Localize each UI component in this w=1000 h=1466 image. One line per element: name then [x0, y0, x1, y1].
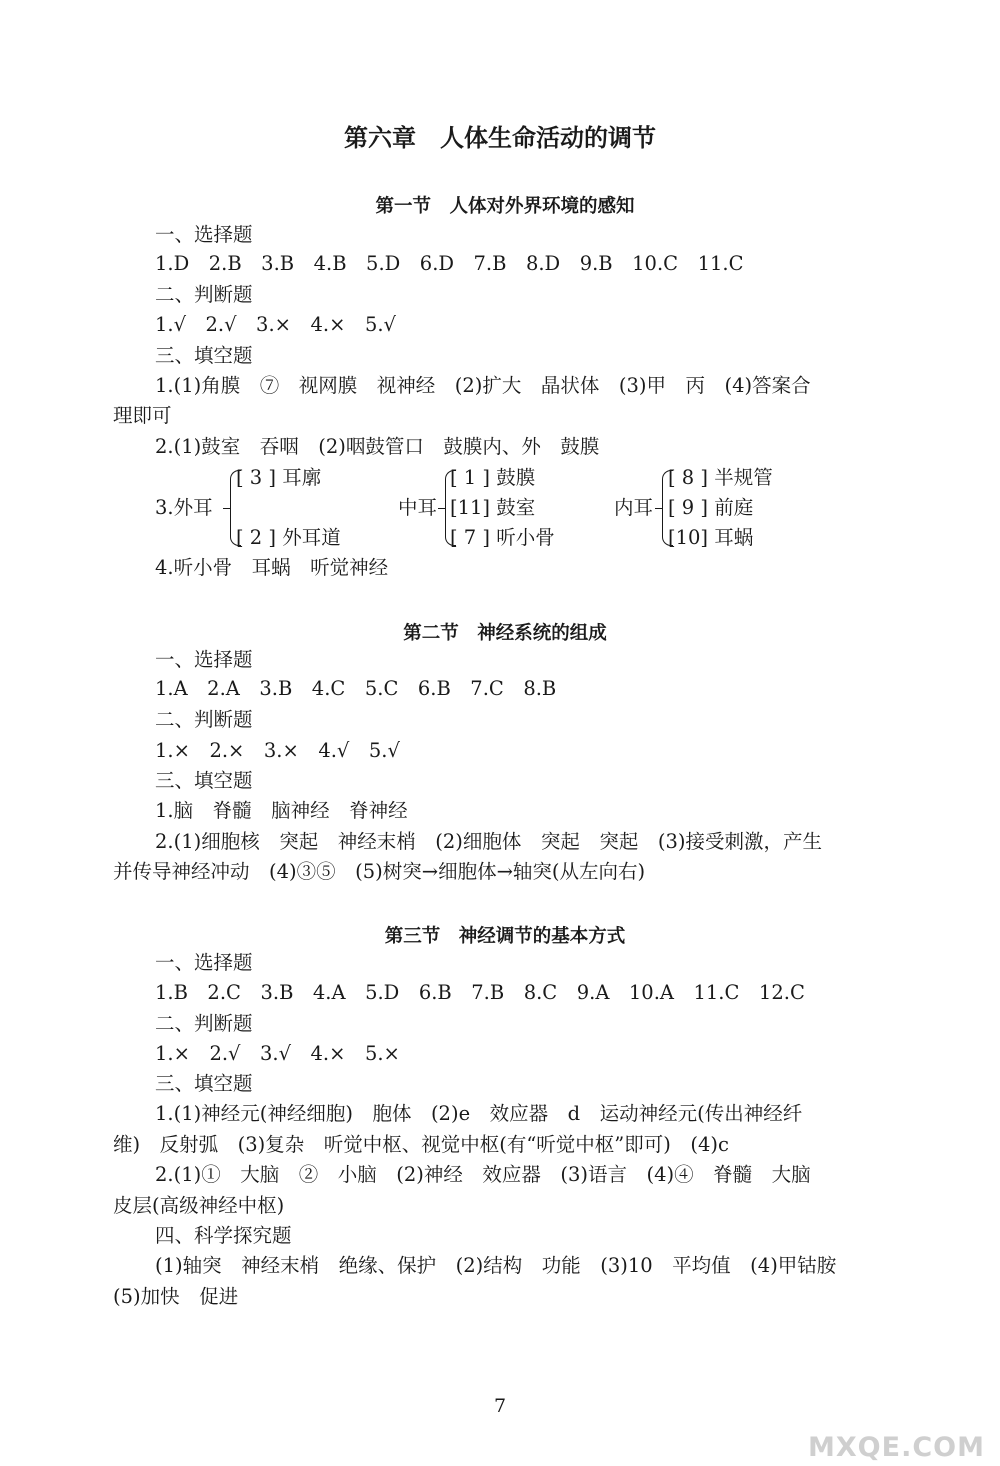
watermark-logo: MXQE.COM	[808, 1432, 985, 1463]
s2-fill-heading: 三、填空题	[155, 769, 253, 792]
inner-ear-label: 内耳	[614, 496, 654, 519]
s2-judge-answers: 1.× 2.× 3.× 4.√ 5.√	[155, 739, 400, 762]
section-3-title: 第三节 神经调节的基本方式	[384, 926, 626, 947]
s3-explore-1: (1)轴突 神经末梢 绝缘、保护 (2)结构 功能 (3)10 平均值 (4)甲钴胺	[155, 1254, 837, 1277]
s3-explore-heading: 四、科学探究题	[155, 1224, 292, 1247]
s3-fill-heading: 三、填空题	[155, 1072, 253, 1095]
s1-fill-1a: 1.(1)角膜 ⑦ 视网膜 视神经 (2)扩大 晶状体 (3)甲 丙 (4)答案合	[155, 374, 811, 397]
s3-judge-heading: 二、判断题	[155, 1012, 253, 1035]
inner-ear-item: [10] 耳蜗	[668, 526, 754, 549]
outer-ear-label: 3.外耳	[155, 496, 213, 519]
s3-explore-2: (5)加快 促进	[113, 1285, 239, 1308]
s1-fill-1b: 理即可	[113, 404, 172, 427]
s2-judge-heading: 二、判断题	[155, 708, 253, 731]
s3-fill-1b: 维) 反射弧 (3)复杂 听觉中枢、视觉中枢(有“听觉中枢”即可) (4)c	[113, 1133, 729, 1156]
s2-fill-2a: 2.(1)细胞核 突起 神经末梢 (2)细胞体 突起 突起 (3)接受刺激，产生	[155, 830, 822, 853]
page-number: 7	[493, 1395, 507, 1417]
chapter-title: 第六章 人体生命活动的调节	[344, 124, 656, 152]
s1-fill-4: 4.听小骨 耳蜗 听觉神经	[155, 556, 389, 579]
inner-ear-item: [ 9 ] 前庭	[668, 496, 754, 519]
s2-fill-1: 1.脑 脊髓 脑神经 脊神经	[155, 799, 408, 822]
outer-ear-item: [ 2 ] 外耳道	[236, 526, 341, 549]
middle-ear-label: 中耳	[398, 496, 438, 519]
s1-fill-2: 2.(1)鼓室 吞咽 (2)咽鼓管口 鼓膜内、外 鼓膜	[155, 435, 600, 458]
section-2-title: 第二节 神经系统的组成	[403, 623, 607, 644]
s3-fill-2b: 皮层(高级神经中枢)	[113, 1194, 285, 1217]
s2-choice-answers: 1.A 2.A 3.B 4.C 5.C 6.B 7.C 8.B	[155, 677, 557, 700]
s3-choice-heading: 一、选择题	[155, 951, 253, 974]
inner-ear-item: [ 8 ] 半规管	[668, 466, 773, 489]
s3-choice-answers: 1.B 2.C 3.B 4.A 5.D 6.B 7.B 8.C 9.A 10.A 11.C 12.C	[155, 981, 805, 1004]
middle-ear-item: [11] 鼓室	[450, 496, 536, 519]
s3-fill-1a: 1.(1)神经元(神经细胞) 胞体 (2)e 效应器 d 运动神经元(传出神经纤	[155, 1102, 803, 1125]
outer-ear-item: [ 3 ] 耳廓	[236, 466, 322, 489]
s1-judge-answers: 1.√ 2.√ 3.× 4.× 5.√	[155, 313, 396, 336]
section-1-title: 第一节 人体对外界环境的感知	[375, 196, 635, 217]
middle-ear-item: [ 7 ] 听小骨	[450, 526, 555, 549]
s3-judge-answers: 1.× 2.√ 3.√ 4.× 5.×	[155, 1042, 400, 1065]
s1-fill-heading: 三、填空题	[155, 344, 253, 367]
s2-fill-2b: 并传导神经冲动 (4)③⑤ (5)树突→细胞体→轴突(从左向右)	[113, 860, 646, 883]
s2-choice-heading: 一、选择题	[155, 648, 253, 671]
s1-judge-heading: 二、判断题	[155, 283, 253, 306]
s1-choice-answers: 1.D 2.B 3.B 4.B 5.D 6.D 7.B 8.D 9.B 10.C 11.C	[155, 252, 744, 275]
s1-choice-heading: 一、选择题	[155, 223, 253, 246]
s3-fill-2a: 2.(1)① 大脑 ② 小脑 (2)神经 效应器 (3)语言 (4)④ 脊髓 大脑	[155, 1163, 811, 1186]
middle-ear-item: [ 1 ] 鼓膜	[450, 466, 536, 489]
